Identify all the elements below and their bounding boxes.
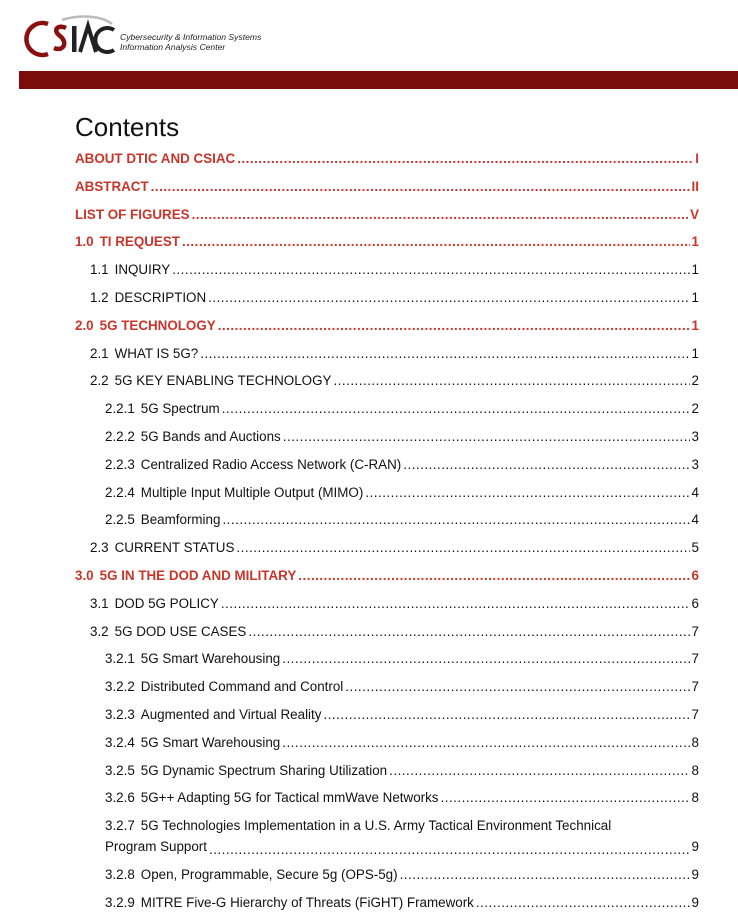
toc-entry-number: 2.2 bbox=[90, 373, 109, 389]
toc-entry-title bbox=[105, 789, 439, 807]
toc-entry-label: 5G Technologies Implementation in a U.S. Army Tactical Environment Technical bbox=[140, 818, 612, 834]
toc-entry-title bbox=[105, 866, 398, 884]
toc-entry-page-number: 2 bbox=[691, 401, 699, 417]
toc-entry-page-number: I bbox=[695, 151, 699, 166]
toc-leader-dots bbox=[182, 233, 690, 251]
toc-entry-page-number: 3 bbox=[691, 456, 699, 472]
toc-entry-number: 3.2 bbox=[90, 623, 109, 639]
toc-entry-label-continued: Program Support bbox=[105, 839, 207, 855]
toc-entry[interactable] bbox=[105, 762, 699, 780]
toc-leader-dots bbox=[365, 484, 689, 502]
toc-entry-number: 3.2.9 bbox=[105, 894, 135, 910]
toc-entry-page-number: 4 bbox=[691, 484, 699, 500]
toc-leader-dots bbox=[400, 866, 690, 884]
toc-entry-label: 5G DOD USE CASES bbox=[114, 623, 247, 639]
toc-entry-label: 5G Smart Warehousing bbox=[140, 651, 281, 667]
toc-entry-number: 2.0 bbox=[75, 317, 94, 333]
toc-entry[interactable] bbox=[75, 567, 699, 585]
toc-entry[interactable] bbox=[90, 345, 699, 363]
toc-leader-dots bbox=[209, 839, 690, 857]
toc-entry-label: 5G Smart Warehousing bbox=[140, 734, 281, 750]
toc-entry-page-number: 3 bbox=[691, 429, 699, 444]
toc-entry-label: 5G KEY ENABLING TECHNOLOGY bbox=[114, 373, 332, 389]
toc-entry[interactable] bbox=[105, 894, 699, 912]
toc-entry-number: 3.2.4 bbox=[105, 734, 135, 750]
toc-entry-title bbox=[105, 706, 321, 724]
toc-entry-title bbox=[105, 894, 474, 912]
toc-entry[interactable] bbox=[75, 206, 699, 224]
toc-entry-number: 3.1 bbox=[90, 595, 109, 611]
toc-entry[interactable] bbox=[105, 789, 699, 807]
toc-entry-title bbox=[75, 233, 180, 251]
toc-entry[interactable] bbox=[105, 815, 699, 857]
toc-entry-number: 3.2.1 bbox=[105, 651, 135, 667]
toc-entry[interactable] bbox=[105, 706, 699, 724]
toc-entry-number: 2.3 bbox=[90, 540, 109, 556]
toc-entry-page-number: 7 bbox=[691, 707, 699, 722]
toc-entry-page-number: 5 bbox=[691, 540, 699, 556]
toc-entry-label: Beamforming bbox=[140, 512, 221, 528]
toc-entry-number: 2.1 bbox=[90, 345, 109, 361]
toc-entry-page-number: V bbox=[690, 206, 699, 222]
toc-entry-title bbox=[105, 678, 343, 696]
toc-entry-title bbox=[75, 567, 296, 585]
toc-entry-number: 1.0 bbox=[75, 234, 94, 250]
toc-entry-page-number: 6 bbox=[691, 568, 699, 583]
toc-leader-dots bbox=[283, 428, 690, 446]
toc-entry-page-number: 1 bbox=[691, 290, 699, 305]
toc-leader-dots bbox=[441, 789, 690, 807]
toc-entry-title bbox=[105, 484, 363, 502]
page-title: Contents bbox=[75, 112, 180, 142]
toc-leader-dots bbox=[282, 650, 689, 668]
toc-entry-page-number: 1 bbox=[691, 317, 699, 333]
toc-entry-title bbox=[75, 317, 216, 335]
toc-entry-label: 5G++ Adapting 5G for Tactical mmWave Networks bbox=[140, 790, 439, 806]
toc-entry-label: DOD 5G POLICY bbox=[114, 595, 219, 611]
toc-entry-label: Centralized Radio Access Network (C-RAN) bbox=[140, 456, 402, 472]
toc-entry-page-number: 1 bbox=[691, 234, 699, 250]
toc-entry-number: 3.2.3 bbox=[105, 707, 135, 722]
toc-entry[interactable] bbox=[90, 595, 699, 613]
toc-leader-dots bbox=[236, 539, 689, 557]
toc-entry-number: 3.2.7 bbox=[105, 818, 135, 834]
toc-entry-label: Distributed Command and Control bbox=[140, 679, 344, 695]
toc-entry[interactable] bbox=[105, 866, 699, 884]
toc-entry-label: DESCRIPTION bbox=[114, 290, 207, 305]
toc-entry-label: LIST OF FIGURES bbox=[75, 206, 190, 222]
toc-entry[interactable] bbox=[105, 650, 699, 668]
toc-entry-title bbox=[105, 734, 280, 752]
document-header bbox=[0, 0, 738, 90]
toc-entry-label: 5G Bands and Auctions bbox=[140, 429, 281, 444]
toc-entry-number: 2.2.1 bbox=[105, 401, 135, 417]
toc-entry-title bbox=[75, 178, 149, 196]
toc-leader-dots bbox=[172, 261, 689, 279]
toc-leader-dots bbox=[200, 345, 689, 363]
toc-entry-page-number: 4 bbox=[691, 512, 699, 528]
toc-leader-dots bbox=[333, 372, 689, 390]
toc-entry[interactable] bbox=[75, 317, 699, 335]
toc-leader-dots bbox=[221, 595, 690, 613]
toc-entry[interactable] bbox=[105, 456, 699, 474]
toc-entry-number: 1.2 bbox=[90, 290, 109, 305]
toc-entry-number: 3.2.8 bbox=[105, 867, 135, 882]
toc-entry[interactable] bbox=[105, 428, 699, 446]
toc-entry-title bbox=[90, 372, 331, 390]
toc-entry-label: INQUIRY bbox=[114, 262, 171, 278]
toc-entry-label: ABOUT DTIC AND CSIAC bbox=[75, 151, 236, 166]
toc-entry-page-number: 8 bbox=[691, 734, 699, 750]
toc-entry-page-number: 9 bbox=[691, 867, 699, 882]
toc-entry-page-number: 9 bbox=[691, 894, 699, 910]
toc-entry-title bbox=[75, 150, 235, 168]
toc-entry[interactable] bbox=[90, 261, 699, 279]
toc-entry-number: 2.2.5 bbox=[105, 512, 135, 528]
toc-entry-title bbox=[105, 456, 401, 474]
toc-leader-dots bbox=[389, 762, 689, 780]
toc-entry-page-number: 7 bbox=[691, 651, 699, 667]
toc-entry-number: 1.1 bbox=[90, 262, 109, 278]
header-divider-bar bbox=[19, 71, 738, 89]
organization-name bbox=[120, 32, 261, 52]
toc-entry-number: 3.2.2 bbox=[105, 679, 135, 695]
toc-leader-dots bbox=[323, 706, 689, 724]
toc-leader-dots bbox=[345, 678, 689, 696]
csiac-logo-icon bbox=[22, 14, 116, 64]
toc-entry-number: 2.2.4 bbox=[105, 484, 135, 500]
toc-leader-dots bbox=[222, 511, 689, 529]
toc-leader-dots bbox=[298, 567, 689, 585]
toc-entry[interactable] bbox=[105, 484, 699, 502]
toc-entry-page-number: II bbox=[691, 178, 699, 194]
toc-entry-title bbox=[105, 762, 387, 780]
toc-entry-label: Open, Programmable, Secure 5g (OPS-5g) bbox=[140, 867, 398, 882]
toc-entry-title bbox=[105, 400, 220, 418]
toc-entry-page-number: 1 bbox=[691, 345, 699, 361]
toc-entry-number: 3.2.6 bbox=[105, 790, 135, 806]
toc-leader-dots bbox=[222, 400, 690, 418]
toc-entry-title bbox=[90, 595, 219, 613]
toc-entry-label: Augmented and Virtual Reality bbox=[140, 707, 322, 722]
toc-entry-title bbox=[75, 206, 190, 224]
toc-entry-label: WHAT IS 5G? bbox=[114, 345, 199, 361]
toc-entry-page-number: 8 bbox=[691, 790, 699, 806]
toc-entry-title bbox=[90, 289, 206, 307]
toc-entry-label: 5G IN THE DOD AND MILITARY bbox=[99, 568, 297, 583]
toc-entry[interactable] bbox=[90, 289, 699, 307]
toc-entry-title bbox=[105, 428, 281, 446]
toc-entry-page-number: 6 bbox=[691, 595, 699, 611]
toc-entry[interactable] bbox=[75, 150, 699, 168]
toc-entry-title bbox=[90, 345, 198, 363]
toc-entry-number: 2.2.3 bbox=[105, 456, 135, 472]
toc-entry-title bbox=[90, 261, 170, 279]
toc-entry[interactable] bbox=[90, 372, 699, 390]
toc-entry-page-number: 8 bbox=[691, 762, 699, 778]
toc-entry-page-number: 7 bbox=[691, 679, 699, 695]
toc-entry-label: CURRENT STATUS bbox=[114, 540, 235, 556]
toc-leader-dots bbox=[282, 734, 689, 752]
toc-entry-label: MITRE Five-G Hierarchy of Threats (FiGHT) Framework bbox=[140, 894, 474, 910]
toc-entry[interactable] bbox=[90, 539, 699, 557]
toc-entry[interactable] bbox=[105, 734, 699, 752]
toc-entry-label: 5G Dynamic Spectrum Sharing Utilization bbox=[140, 762, 388, 778]
toc-leader-dots bbox=[151, 178, 690, 196]
toc-entry-number: 3.0 bbox=[75, 568, 94, 583]
organization-name-line-2: Information Analysis Center bbox=[120, 42, 226, 52]
toc-entry-page-number: 1 bbox=[691, 262, 699, 278]
toc-entry-title bbox=[105, 650, 280, 668]
toc-entry-page-number: 7 bbox=[691, 623, 699, 639]
toc-entry-number: 3.2.5 bbox=[105, 762, 135, 778]
toc-entry[interactable] bbox=[105, 678, 699, 696]
toc-entry-label: ABSTRACT bbox=[75, 178, 149, 194]
toc-entry-label: Multiple Input Multiple Output (MIMO) bbox=[140, 484, 364, 500]
toc-entry-page-number: 2 bbox=[691, 373, 699, 389]
toc-leader-dots bbox=[403, 456, 689, 474]
toc-leader-dots bbox=[248, 623, 689, 641]
toc-leader-dots bbox=[192, 206, 688, 224]
toc-entry-label: 5G TECHNOLOGY bbox=[99, 317, 216, 333]
toc-leader-dots bbox=[208, 289, 689, 307]
organization-name-line-1: Cybersecurity & Information Systems bbox=[120, 32, 262, 42]
toc-entry-number: 2.2.2 bbox=[105, 429, 135, 444]
toc-entry[interactable] bbox=[105, 511, 699, 529]
toc-entry-title bbox=[90, 539, 234, 557]
toc-entry[interactable] bbox=[105, 400, 699, 418]
toc-leader-dots bbox=[218, 317, 690, 335]
toc-entry-label: TI REQUEST bbox=[99, 234, 180, 250]
toc-entry-title bbox=[90, 623, 246, 641]
toc-entry-title bbox=[105, 511, 220, 529]
toc-entry[interactable] bbox=[90, 623, 699, 641]
toc-leader-dots bbox=[237, 150, 693, 168]
toc-entry[interactable] bbox=[75, 178, 699, 196]
toc-entry[interactable] bbox=[75, 233, 699, 251]
toc-entry-page-number: 9 bbox=[691, 839, 699, 855]
toc-leader-dots bbox=[476, 894, 690, 912]
toc-entry-label: 5G Spectrum bbox=[140, 401, 220, 417]
